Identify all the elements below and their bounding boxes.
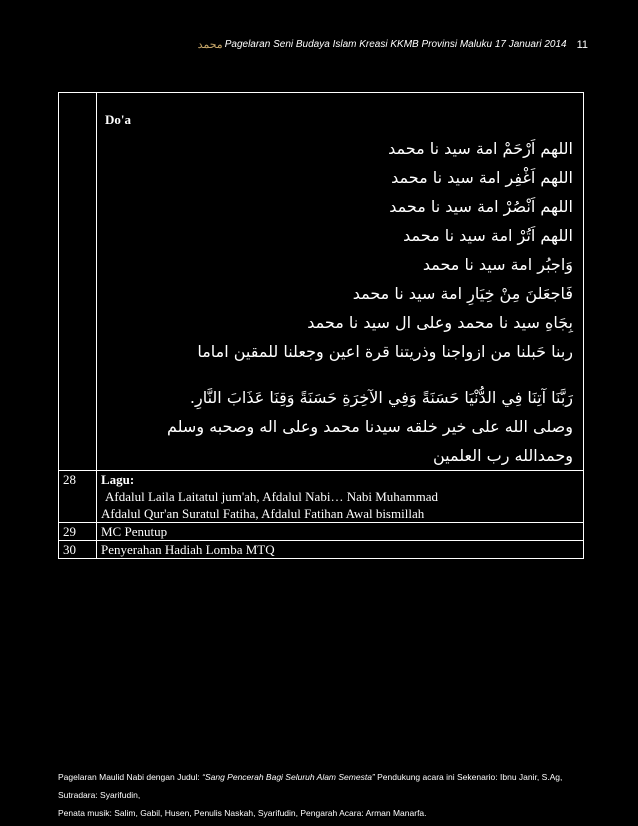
doa-line: وحمدالله رب العلمين	[432, 446, 573, 465]
doa-line: وَاجبُر امة سيد نا محمد	[422, 255, 573, 274]
calligraphy-logo: محمد	[197, 39, 223, 51]
row-content: MC Penutup	[97, 523, 584, 541]
footer-line-1	[58, 768, 588, 804]
doa-line: ربنا حَبلنا من ازواجنا وذريتنا قرة اعين وجعلنا للمقين اماما	[197, 342, 573, 361]
footer-prefix: Pagelaran Maulid Nabi dengan Judul:	[58, 772, 200, 782]
spacer	[101, 366, 573, 383]
table-row	[59, 541, 584, 559]
program-table	[58, 92, 584, 559]
row-number: 28	[59, 471, 97, 523]
doa-line: اللهم اَتُرْ امة سيد نا محمد	[403, 226, 573, 245]
page-header	[0, 38, 588, 51]
doa-cell	[97, 93, 584, 471]
doa-line: بِجَاهِ سيد نا محمد وعلى ال سيد نا محمد	[307, 313, 573, 332]
lagu-line: Afdalul Laila Laitatul jum'ah, Afdalul Nabi… Nabi Muhammad	[105, 489, 439, 504]
doa-arabic-text	[101, 134, 579, 470]
row-number: 29	[59, 523, 97, 541]
doa-line: اللهم اَغْفِر امة سيد نا محمد	[391, 168, 573, 187]
doa-line: وصلى الله على خير خلقه سيدنا محمد وعلى اله وصحبه وسلم	[166, 417, 573, 436]
table-row	[59, 471, 584, 523]
footer-credits: Pendukung acara ini Sekenario: Ibnu Janir, S.Ag, Sutradara: Syarifudin,	[58, 772, 563, 800]
footer-line-2: Penata musik: Salim, Gabil, Husen, Penulis Naskah, Syarifudin, Pengarah Acara: Arman Manarfa.	[58, 808, 427, 818]
row-content: Penyerahan Hadiah Lomba MTQ	[97, 541, 584, 559]
footer-title: “Sang Pencerah Bagi Seluruh Alam Semesta”	[202, 772, 375, 782]
row-content	[97, 471, 584, 523]
row-number-cell	[59, 93, 97, 471]
table-row	[59, 523, 584, 541]
lagu-line: Afdalul Qur'an Suratul Fatiha, Afdalul Fatihan Awal bismillah	[101, 506, 425, 521]
doa-line: رَبَّنَا آتِنَا فِي الدُّنْيَا حَسَنَةً وَفِي الآخِرَةِ حَسَنَةً وَقِنَا عَذَابَ النَّارِ.	[189, 388, 573, 407]
row-number: 30	[59, 541, 97, 559]
doa-line: اللهم اَرْحَمْ امة سيد نا محمد	[388, 139, 573, 158]
doa-heading: Do'a	[105, 112, 131, 127]
table-row-doa	[59, 93, 584, 471]
header-title: Pagelaran Seni Budaya Islam Kreasi KKMB Provinsi Maluku 17 Januari 2014	[224, 39, 567, 50]
page-footer	[58, 768, 588, 822]
lagu-heading: Lagu:	[101, 472, 135, 487]
page-number: 11	[576, 38, 588, 51]
doa-line: اللهم اَنْصُرْ امة سيد نا محمد	[389, 197, 573, 216]
doa-line: فَاجعَلنَ مِنْ خِيَارِ امة سيد نا محمد	[352, 284, 573, 303]
